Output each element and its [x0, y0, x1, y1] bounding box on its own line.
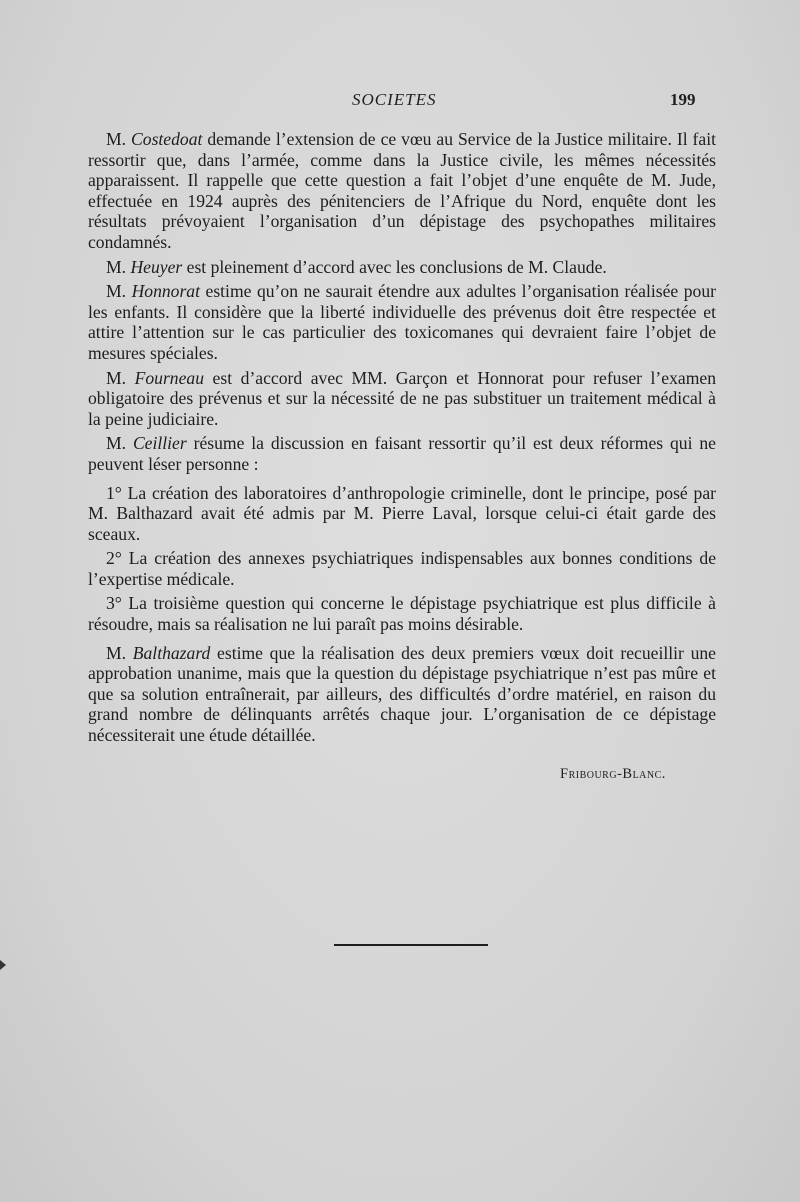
- list-item-text: 1° La création des laboratoires d’anthropologie criminelle, dont le principe, posé par M. Balthazard avait été admis par M. Pierre Laval, lorsque celui-ci était garde des sceaux.: [88, 482, 716, 544]
- speaker-prefix: M.: [106, 281, 132, 302]
- page-number: 199: [670, 90, 696, 109]
- body-text: [88, 129, 716, 746]
- list-item-text: 3° La troisième question qui concerne le dépistage psychiatrique est plus difficile à résoudre, mais sa réalisation ne lui paraît pas moins désirable.: [88, 593, 716, 635]
- page-header: [0, 90, 800, 116]
- paragraph: [88, 257, 716, 278]
- list-item: [88, 483, 716, 545]
- speaker-prefix: M.: [106, 256, 131, 277]
- list-item-text: 2° La création des annexes psychiatriques indispensables aux bonnes conditions de l’expertise médicale.: [88, 548, 716, 589]
- speaker-name: Heuyer: [130, 256, 183, 277]
- running-title: SOCIETES: [352, 90, 437, 109]
- section-divider: [334, 944, 488, 946]
- speaker-name: Ceillier: [132, 433, 187, 454]
- paragraph-text: demande l’extension de ce vœu au Service de la Justice militaire. Il fait ressortir que, dans l’armée, comme dans la Justice civile, les mêmes nécessités apparaissent. Il rappelle que cette question a fait l’objet d’une enquête de M. Jude, effectuée en 1924 auprès des pénitenciers de l’Afrique du Nord, enquête dont les résultats prévoyaient l’organisation d’un dépistage des psychopathes militaires condamnés.: [88, 129, 716, 252]
- speaker-name: Honnorat: [131, 281, 200, 302]
- speaker-name: Costedoat: [131, 129, 203, 149]
- paragraph: [88, 433, 716, 474]
- paragraph: [88, 643, 716, 746]
- list-item: [88, 593, 716, 634]
- author-signature: Fribourg-Blanc.: [560, 766, 666, 782]
- paragraph-text: résume la discussion en faisant ressortir qu’il est deux réformes qui ne peuvent léser personne :: [88, 433, 716, 474]
- speaker-prefix: M.: [106, 642, 133, 663]
- speaker-prefix: M.: [106, 129, 132, 149]
- paragraph: [88, 129, 716, 253]
- paragraph-text: est d’accord avec MM. Garçon et Honnorat pour refuser l’examen obligatoire des prévenus et sur la nécessité de ne pas substituer un traitement médical à la peine judiciaire.: [88, 367, 716, 429]
- paragraph-text: est pleinement d’accord avec les conclusions de M. Claude.: [182, 256, 607, 277]
- speaker-name: Balthazard: [132, 642, 211, 663]
- paragraph-text: estime qu’on ne saurait étendre aux adultes l’organisation réalisée pour les enfants. Il considère que la liberté individuelle des prévenus doit être respectée et attire l’attention sur le cas particulier des toxicomanes qui devraient faire l’objet de mesures spéciales.: [88, 281, 716, 363]
- paragraph: [88, 281, 716, 363]
- speaker-name: Fourneau: [134, 367, 204, 388]
- paragraph: [88, 368, 716, 430]
- speaker-prefix: M.: [106, 433, 133, 454]
- list-item: [88, 548, 716, 589]
- paragraph-text: estime que la réalisation des deux premiers vœux doit recueillir une approbation unanime, mais que la question du dépistage psychiatrique n’est pas mûre et que sa solution entraînerait, par ailleurs, des difficultés d’ordre matériel, en raison du grand nombre de délinquants arrêtés chaque jour. L’organisation de ce dépistage nécessiterait une étude détaillée.: [88, 642, 716, 746]
- speaker-prefix: M.: [106, 367, 135, 388]
- page-edge-mark: [0, 960, 6, 970]
